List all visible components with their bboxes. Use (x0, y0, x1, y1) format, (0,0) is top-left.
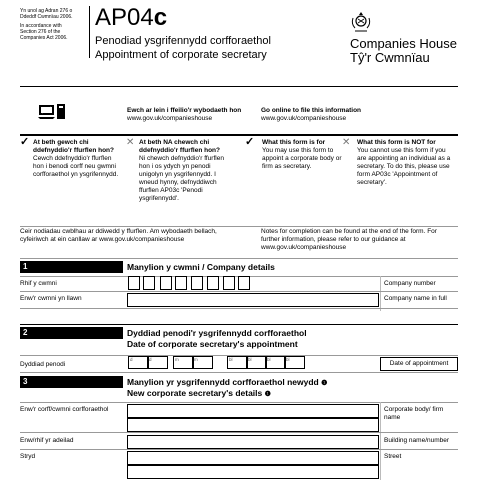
company-number-digit[interactable] (223, 276, 235, 290)
corporate-body-input[interactable] (127, 404, 379, 418)
cross-icon: ✕ (342, 137, 351, 148)
section2-title-cy: Dyddiad penodi'r ysgrifennydd corfforaethol (127, 328, 307, 338)
appointment-date-label-en: Date of appointment (380, 357, 458, 371)
date-year-digit[interactable]: bl (246, 356, 267, 369)
section1-title: Manylion y cwmni / Company details (127, 262, 275, 272)
corporate-body-input-line2[interactable] (127, 418, 379, 432)
street-input[interactable] (127, 451, 379, 465)
company-number-digit[interactable] (238, 276, 250, 290)
street-label-cy: Stryd (20, 453, 36, 460)
section2-number: 2 (20, 327, 123, 339)
online-en-title: Go online to file this information (261, 107, 362, 114)
divider (380, 276, 381, 311)
notes-cy: Ceir nodiadau cwblhau ar ddiwedd y ffurflen. Am wybodaeth bellach, cyfeiriwch at ein canllaw ar www.gov.uk/companieshouse (20, 228, 217, 243)
building-label-en: Building name/number (384, 437, 450, 444)
info-note-icon: ❶ (321, 380, 328, 387)
date-day-digit[interactable]: d (147, 356, 168, 369)
divider (20, 324, 458, 325)
company-number-digit[interactable] (160, 276, 172, 290)
form-code: AP04c (95, 4, 168, 31)
date-day-digit[interactable]: d (128, 356, 149, 369)
section3-title-en: New corporate secretary's details ❶ (127, 388, 271, 398)
info-col3: What this form is for You may use this form to appoint a corporate body or firm as secretary. (262, 139, 342, 170)
corporate-body-label-cy: Enw'r corff/cwmni corfforaethol (20, 406, 109, 413)
date-month-digit[interactable]: m (173, 356, 194, 369)
building-input[interactable] (127, 435, 379, 449)
company-number-digit[interactable] (175, 276, 187, 290)
company-number-digit[interactable] (207, 276, 219, 290)
date-year-digit[interactable]: bl (227, 356, 248, 369)
online-cy-url[interactable]: www.gov.uk/companieshouse (127, 115, 213, 122)
company-number-digit[interactable] (143, 276, 155, 290)
divider (20, 134, 458, 136)
section3-title-cy: Manylion yr ysgrifennydd corfforaethol newydd ❶ (127, 377, 328, 387)
divider (380, 402, 381, 480)
appointment-date-label-cy: Dyddiad penodi (20, 361, 66, 368)
street-input-line2[interactable] (127, 465, 379, 479)
company-number-digit[interactable] (191, 276, 203, 290)
section2-title-en: Date of corporate secretary's appointment (127, 339, 298, 349)
divider (20, 402, 458, 403)
divider (20, 432, 458, 433)
online-cy-title: Ewch ar lein i ffeilio'r wybodaeth hon (127, 107, 242, 114)
tick-icon: ✓ (245, 136, 255, 148)
company-number-label-en: Company number (384, 280, 436, 287)
legal-reference-en: In accordance with Section 276 of the Companies Act 2006. (20, 23, 68, 41)
info-col4: What this form is NOT for You cannot use this form if you are appointing an individual as a secretary. To do this, please use form AP03c 'Appointment of secretary'. (357, 139, 451, 186)
laptop-pc-icon (38, 103, 68, 121)
divider (20, 449, 458, 450)
company-number-label-cy: Rhif y cwmni (20, 280, 57, 287)
divider (20, 308, 458, 309)
tick-icon: ✓ (20, 136, 30, 148)
notes-en: Notes for completion can be found at the end of the form. For further information, please refer to our guidance at www.gov.uk/companieshouse (261, 228, 437, 251)
online-en-url[interactable]: www.gov.uk/companieshouse (261, 115, 347, 122)
date-month-digit[interactable]: m (192, 356, 213, 369)
company-name-input[interactable] (127, 293, 379, 307)
corporate-body-label-en: Corporate body/ firm name (384, 406, 444, 421)
legal-reference-cy: Yn unol ag Adran 276 o Ddeddf Cwmnïau 2006. (20, 8, 73, 20)
divider (20, 226, 458, 227)
date-year-digit[interactable]: bl (284, 356, 305, 369)
street-label-en: Street (384, 453, 402, 460)
header-divider (89, 6, 90, 58)
org-name-cy: Tŷ'r Cwmnïau (350, 50, 430, 65)
date-year-digit[interactable]: bl (265, 356, 286, 369)
section1-number: 1 (20, 261, 123, 273)
royal-crest-icon (350, 10, 372, 34)
org-name-en: Companies House (350, 36, 457, 51)
company-name-label-cy: Enw'r cwmni yn llawn (20, 295, 82, 302)
section3-number: 3 (20, 376, 123, 388)
info-note-icon: ❶ (264, 391, 271, 398)
company-name-label-en: Company name in full (384, 295, 447, 302)
building-label-cy: Enw/rhif yr adeilad (20, 437, 74, 444)
company-number-digit[interactable] (128, 276, 140, 290)
form-title-en: Appointment of corporate secretary (95, 49, 267, 61)
divider (20, 258, 458, 259)
info-col2: At beth NA chewch chi ddefnyddio'r ffurflen hon? Ni chewch defnyddio'r ffurflen hon i os ydych yn penodi unigolyn yn ysgrifennydd. I wneud hynny, defnyddiwch ffurflen AP03c 'Penodi ysgrifennydd'. (139, 139, 224, 202)
divider (20, 372, 458, 373)
cross-icon: ✕ (126, 137, 135, 148)
form-title-cy: Penodiad ysgrifennydd corfforaethol (95, 35, 271, 47)
divider (20, 291, 458, 292)
divider (20, 86, 458, 87)
info-col1: At beth gewch chi ddefnyddio'r ffurflen hon? Cewch ddefnyddio'r ffurflen hon i benodi corff neu gwmni corfforaethol yn ysgrifennydd. (33, 139, 119, 178)
